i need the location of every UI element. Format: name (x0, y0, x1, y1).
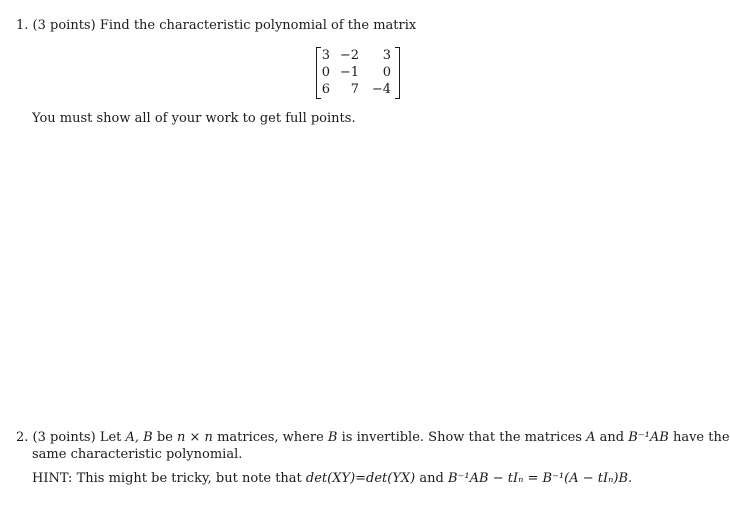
hint-text: and (419, 471, 444, 486)
problem-2-number: 2. (16, 430, 29, 445)
problem-2-text: Let (99, 430, 122, 445)
problem-2-hint (32, 471, 632, 487)
matrix-cell: 7 (350, 82, 359, 97)
problem-1-text: Find the characteristic polynomial of the matrix (99, 18, 417, 33)
math-var: n × n (177, 430, 213, 445)
matrix-cell: −2 (339, 48, 359, 63)
matrix-cell: 3 (321, 48, 330, 63)
problem-2-statement (16, 430, 730, 446)
matrix-cell: 0 (382, 65, 391, 80)
matrix (316, 47, 400, 99)
matrix-right-bracket (395, 47, 400, 99)
math-var: A, B (125, 430, 153, 445)
matrix-cell: 0 (321, 65, 330, 80)
problem-2-text: matrices, where (217, 430, 324, 445)
matrix-cell: 6 (321, 82, 330, 97)
problem-2-text: and (599, 430, 625, 445)
problem-2-text: have the (672, 430, 730, 445)
problem-1-instruction: You must show all of your work to get full points. (32, 111, 356, 126)
math-var: A (586, 430, 596, 445)
matrix-cell: 3 (382, 48, 391, 63)
problem-2-text: is invertible. Show that the matrices (341, 430, 582, 445)
problem-1-statement (16, 18, 416, 34)
math-expr: B⁻¹AB − tIₙ = B⁻¹(A − tIₙ)B. (448, 471, 633, 486)
math-var: B (327, 430, 338, 445)
math-expr: B⁻¹AB (628, 430, 669, 445)
problem-2-text: be (156, 430, 173, 445)
problem-1-number: 1. (16, 18, 29, 33)
hint-label: HINT: (32, 471, 73, 486)
matrix-cell: −1 (339, 65, 359, 80)
problem-2-statement-line-2: same characteristic polynomial. (32, 447, 243, 462)
hint-text: This might be tricky, but note that (76, 471, 302, 486)
problem-2-points: (3 points) (32, 430, 96, 445)
matrix-cell: −4 (371, 82, 391, 97)
math-expr: det(XY)=det(YX) (305, 471, 416, 486)
problem-1-points: (3 points) (32, 18, 96, 33)
